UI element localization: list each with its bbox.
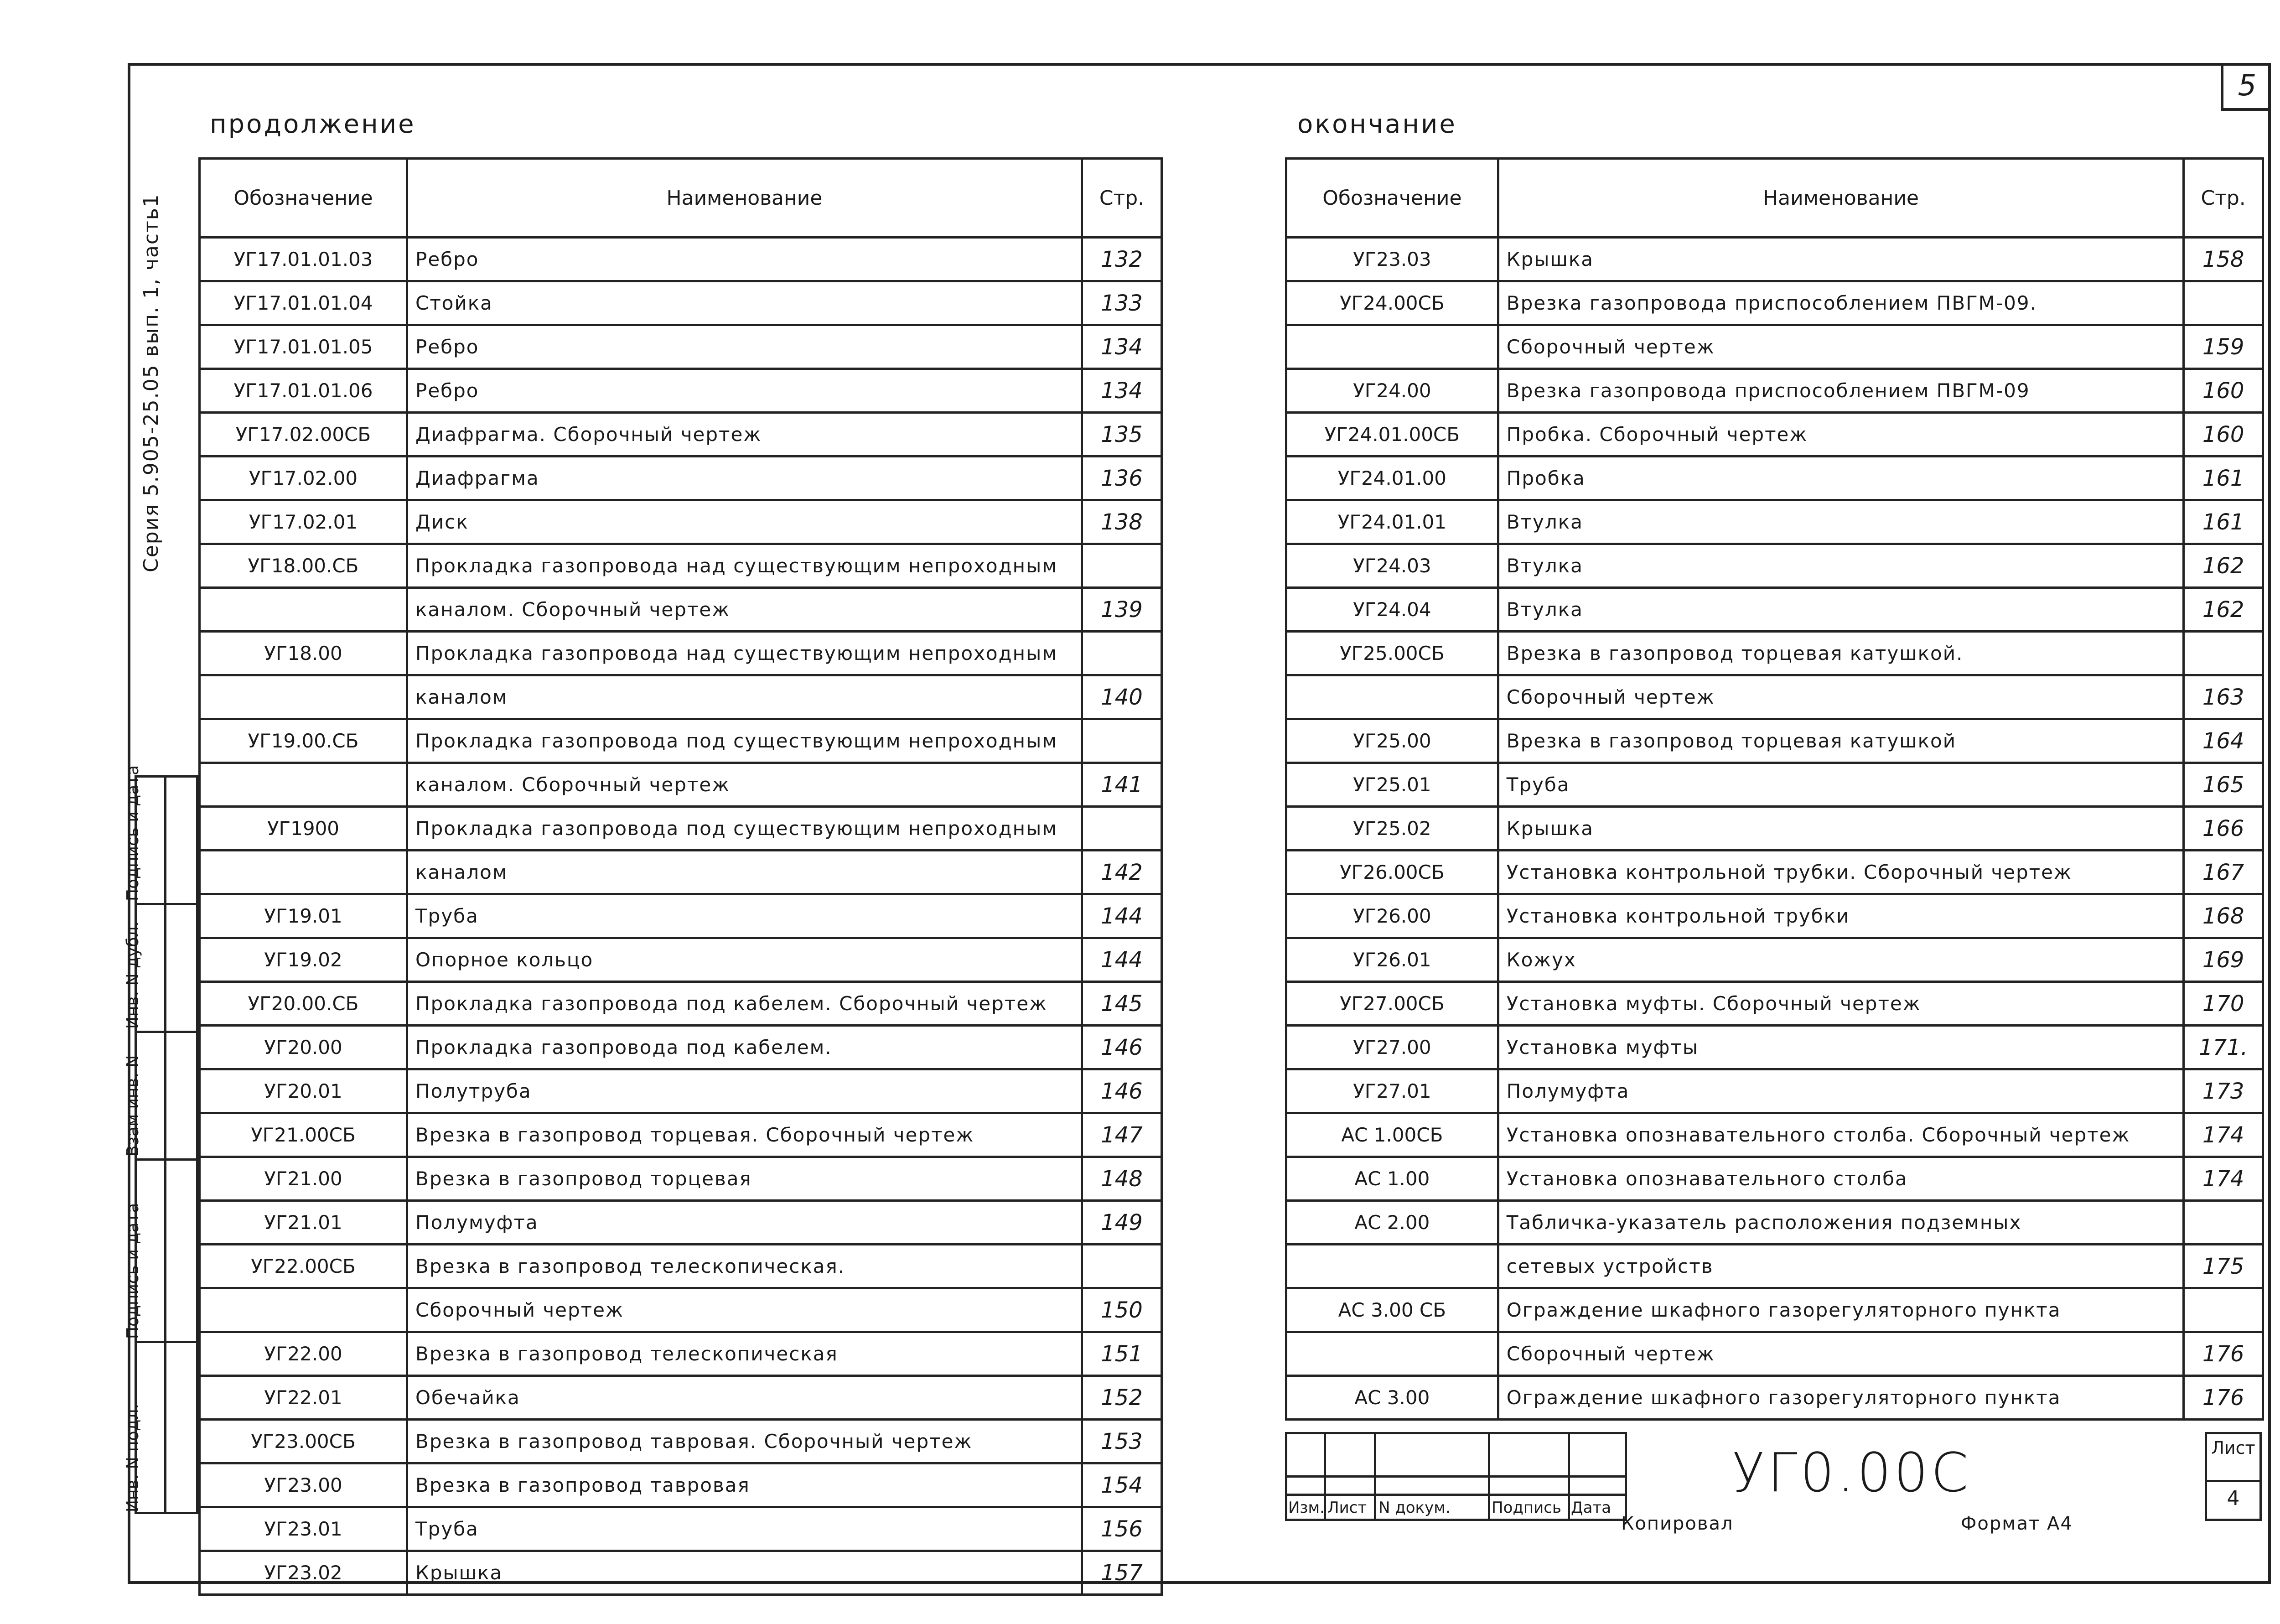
table-row [200, 1420, 1162, 1463]
row-code: УГ22.00СБ [200, 1245, 407, 1288]
table-row [1286, 675, 2263, 719]
row-page [2184, 632, 2263, 675]
row-code: УГ17.02.00СБ [200, 413, 407, 457]
row-name: Крышка [1498, 238, 2184, 281]
row-code: УГ17.02.00 [200, 457, 407, 500]
row-page [1082, 807, 1162, 851]
stamp-label: Подпись и дата [124, 765, 142, 901]
row-name: Сборочный чертеж [1498, 1332, 2184, 1376]
row-code [200, 1288, 407, 1332]
row-code [200, 588, 407, 632]
row-page [1082, 544, 1162, 588]
table-row [200, 894, 1162, 938]
row-name: Установка муфты. Сборочный чертеж [1498, 982, 2184, 1026]
table-row [200, 938, 1162, 982]
table-row [200, 1463, 1162, 1507]
sheet-box [2205, 1432, 2262, 1521]
row-code: УГ24.00 [1286, 369, 1498, 413]
row-name: Установка муфты [1498, 1026, 2184, 1069]
row-page: 161 [2184, 457, 2263, 500]
row-code: УГ27.00СБ [1286, 982, 1498, 1026]
row-page: 146 [1082, 1026, 1162, 1069]
row-code: УГ24.00СБ [1286, 281, 1498, 325]
table-row [200, 544, 1162, 588]
table-row [200, 1157, 1162, 1201]
table-row [1286, 1245, 2263, 1288]
row-name: каналом [407, 851, 1082, 894]
table-row [1286, 1026, 2263, 1069]
row-page: 173 [2184, 1069, 2263, 1113]
row-code: УГ19.01 [200, 894, 407, 938]
table-row [1286, 938, 2263, 982]
row-code: УГ24.01.00 [1286, 457, 1498, 500]
tb-label-sign: Подпись [1492, 1499, 1561, 1517]
row-page: 166 [2184, 807, 2263, 851]
table-row [200, 1376, 1162, 1420]
row-code: УГ24.03 [1286, 544, 1498, 588]
header-code: Обозначение [1286, 159, 1498, 238]
row-name: Врезка газопровода приспособлением ПВГМ-09 [1498, 369, 2184, 413]
row-name: Сборочный чертеж [1498, 325, 2184, 369]
table-row [1286, 369, 2263, 413]
table-row [200, 500, 1162, 544]
row-page: 135 [1082, 413, 1162, 457]
table-row [1286, 1332, 2263, 1376]
table-row [1286, 281, 2263, 325]
row-page: 162 [2184, 588, 2263, 632]
table-row [200, 413, 1162, 457]
row-page: 134 [1082, 325, 1162, 369]
table-row [1286, 1376, 2263, 1420]
row-name: Полутруба [407, 1069, 1082, 1113]
row-page: 132 [1082, 238, 1162, 281]
row-name: Диафрагма [407, 457, 1082, 500]
table-row [200, 238, 1162, 281]
row-code: УГ19.02 [200, 938, 407, 982]
row-code [1286, 1245, 1498, 1288]
row-code: УГ23.03 [1286, 238, 1498, 281]
table-row [200, 457, 1162, 500]
row-name: Врезка в газопровод тавровая. Сборочный чертеж [407, 1420, 1082, 1463]
row-name: Ребро [407, 238, 1082, 281]
row-name: Труба [407, 894, 1082, 938]
row-code: УГ17.02.01 [200, 500, 407, 544]
row-name: Сборочный чертеж [407, 1288, 1082, 1332]
row-page: 168 [2184, 894, 2263, 938]
row-name: Труба [1498, 763, 2184, 807]
table-row [1286, 1069, 2263, 1113]
title-block [1285, 1432, 2262, 1516]
table-row [200, 1069, 1162, 1113]
row-page: 151 [1082, 1332, 1162, 1376]
series-label: Серия 5.905-25.05 вып. 1, часть1 [140, 193, 163, 572]
row-code: УГ26.01 [1286, 938, 1498, 982]
right-contents-table [1285, 157, 2264, 1421]
row-name: Труба [407, 1507, 1082, 1551]
row-page: 174 [2184, 1113, 2263, 1157]
row-code [200, 763, 407, 807]
table-row [1286, 457, 2263, 500]
row-page: 144 [1082, 894, 1162, 938]
row-code [200, 675, 407, 719]
row-name: Прокладка газопровода под кабелем. [407, 1026, 1082, 1069]
stamp-cell [124, 1031, 196, 1161]
row-page [1082, 1245, 1162, 1288]
format-label: Формат А4 [1961, 1513, 2073, 1534]
row-code: УГ21.00 [200, 1157, 407, 1201]
row-code [1286, 1332, 1498, 1376]
row-name: Установка контрольной трубки. Сборочный чертеж [1498, 851, 2184, 894]
sheet-label: Лист [2211, 1438, 2255, 1458]
row-page: 171. [2184, 1026, 2263, 1069]
revision-grid [1285, 1432, 1627, 1521]
row-page: 144 [1082, 938, 1162, 982]
row-page: 170 [2184, 982, 2263, 1026]
table-row [200, 369, 1162, 413]
table-row [200, 1026, 1162, 1069]
header-row [200, 159, 1162, 238]
stamp-column [124, 765, 198, 1514]
table-row [1286, 632, 2263, 675]
row-page: 149 [1082, 1201, 1162, 1245]
row-page: 174 [2184, 1157, 2263, 1201]
row-name: Установка опознавательного столба [1498, 1157, 2184, 1201]
row-page: 153 [1082, 1420, 1162, 1463]
row-code: АС 3.00 [1286, 1376, 1498, 1420]
row-page: 148 [1082, 1157, 1162, 1201]
row-page: 154 [1082, 1463, 1162, 1507]
table-row [1286, 413, 2263, 457]
table-row [200, 982, 1162, 1026]
row-code: УГ1900 [200, 807, 407, 851]
row-code [200, 851, 407, 894]
row-page: 164 [2184, 719, 2263, 763]
stamp-label: Взам инв. N [124, 1055, 142, 1157]
table-row [1286, 544, 2263, 588]
row-code: УГ24.04 [1286, 588, 1498, 632]
row-page: 134 [1082, 369, 1162, 413]
left-caption: продолжение [210, 109, 416, 139]
table-row [200, 1113, 1162, 1157]
row-code: УГ25.02 [1286, 807, 1498, 851]
row-code: УГ26.00СБ [1286, 851, 1498, 894]
stamp-cell [124, 1341, 196, 1514]
row-page: 142 [1082, 851, 1162, 894]
table-row [1286, 325, 2263, 369]
copied-label: Копировал [1621, 1513, 1734, 1534]
row-page: 152 [1082, 1376, 1162, 1420]
row-code: УГ22.00 [200, 1332, 407, 1376]
row-code: УГ23.02 [200, 1551, 407, 1595]
row-page: 145 [1082, 982, 1162, 1026]
row-page: 175 [2184, 1245, 2263, 1288]
table-row [1286, 500, 2263, 544]
table-row [200, 1551, 1162, 1595]
table-row [1286, 1201, 2263, 1245]
row-name: сетевых устройств [1498, 1245, 2184, 1288]
row-code: УГ24.01.00СБ [1286, 413, 1498, 457]
row-page [2184, 1288, 2263, 1332]
row-name: Диск [407, 500, 1082, 544]
row-page: 167 [2184, 851, 2263, 894]
stamp-cell [124, 903, 196, 1033]
table-row [1286, 588, 2263, 632]
row-code: УГ27.00 [1286, 1026, 1498, 1069]
row-name: Втулка [1498, 588, 2184, 632]
row-page: 140 [1082, 675, 1162, 719]
table-row [1286, 894, 2263, 938]
stamp-cell [124, 765, 196, 905]
row-name: Врезка в газопровод торцевая катушкой. [1498, 632, 2184, 675]
row-code: УГ25.00СБ [1286, 632, 1498, 675]
table-row [200, 851, 1162, 894]
row-name: Прокладка газопровода под существующим непроходным [407, 807, 1082, 851]
header-name: Наименование [407, 159, 1082, 238]
row-code: УГ17.01.01.06 [200, 369, 407, 413]
row-name: каналом. Сборочный чертеж [407, 763, 1082, 807]
row-page: 141 [1082, 763, 1162, 807]
header-page: Стр. [2184, 159, 2263, 238]
row-name: Врезка в газопровод торцевая. Сборочный чертеж [407, 1113, 1082, 1157]
row-page: 138 [1082, 500, 1162, 544]
row-code: УГ26.00 [1286, 894, 1498, 938]
row-page: 156 [1082, 1507, 1162, 1551]
row-name: Установка опознавательного столба. Сборочный чертеж [1498, 1113, 2184, 1157]
header-name: Наименование [1498, 159, 2184, 238]
row-code: УГ23.01 [200, 1507, 407, 1551]
tb-label-list: Лист [1327, 1499, 1367, 1517]
row-page: 160 [2184, 413, 2263, 457]
table-row [1286, 1113, 2263, 1157]
row-page: 158 [2184, 238, 2263, 281]
row-page: 136 [1082, 457, 1162, 500]
row-name: Врезка в газопровод торцевая катушкой [1498, 719, 2184, 763]
table-row [200, 588, 1162, 632]
row-code [1286, 675, 1498, 719]
row-name: Установка контрольной трубки [1498, 894, 2184, 938]
row-page: 162 [2184, 544, 2263, 588]
row-page: 146 [1082, 1069, 1162, 1113]
row-name: Втулка [1498, 500, 2184, 544]
row-name: Полумуфта [1498, 1069, 2184, 1113]
table-row [200, 325, 1162, 369]
row-code: УГ27.01 [1286, 1069, 1498, 1113]
row-code [1286, 325, 1498, 369]
row-code: УГ17.01.01.03 [200, 238, 407, 281]
tb-label-izm: Изм. [1288, 1499, 1325, 1517]
row-code: АС 3.00 СБ [1286, 1288, 1498, 1332]
stamp-cell [124, 1158, 196, 1343]
row-code: УГ23.00 [200, 1463, 407, 1507]
stamp-label: Инв. N подл. [124, 1404, 142, 1512]
row-name: Диафрагма. Сборочный чертеж [407, 413, 1082, 457]
row-name: Полумуфта [407, 1201, 1082, 1245]
table-row [1286, 851, 2263, 894]
table-row [1286, 807, 2263, 851]
row-code: УГ25.01 [1286, 763, 1498, 807]
row-code: УГ17.01.01.05 [200, 325, 407, 369]
row-name: Врезка в газопровод тавровая [407, 1463, 1082, 1507]
stamp-label: Инв. N дубл. [124, 921, 142, 1029]
row-page: 139 [1082, 588, 1162, 632]
table-row [200, 763, 1162, 807]
table-row [200, 1507, 1162, 1551]
table-row [1286, 238, 2263, 281]
row-page: 150 [1082, 1288, 1162, 1332]
table-row [200, 281, 1162, 325]
row-code: УГ20.00.СБ [200, 982, 407, 1026]
right-table-body [1286, 238, 2263, 1420]
row-name: Врезка газопровода приспособлением ПВГМ-09. [1498, 281, 2184, 325]
row-code: УГ20.00 [200, 1026, 407, 1069]
row-name: каналом. Сборочный чертеж [407, 588, 1082, 632]
table-row [200, 1201, 1162, 1245]
right-caption: окончание [1297, 109, 1457, 139]
row-name: Прокладка газопровода под существующим непроходным [407, 719, 1082, 763]
row-name: Кожух [1498, 938, 2184, 982]
row-name: Врезка в газопровод телескопическая. [407, 1245, 1082, 1288]
row-name: Сборочный чертеж [1498, 675, 2184, 719]
row-name: Крышка [407, 1551, 1082, 1595]
row-code: АС 1.00СБ [1286, 1113, 1498, 1157]
row-name: Втулка [1498, 544, 2184, 588]
row-code: АС 2.00 [1286, 1201, 1498, 1245]
table-row [200, 632, 1162, 675]
row-code: УГ18.00 [200, 632, 407, 675]
row-name: Прокладка газопровода под кабелем. Сборочный чертеж [407, 982, 1082, 1026]
row-page [2184, 1201, 2263, 1245]
row-name: Стойка [407, 281, 1082, 325]
row-page: 133 [1082, 281, 1162, 325]
row-name: Обечайка [407, 1376, 1082, 1420]
row-page: 169 [2184, 938, 2263, 982]
row-page [1082, 632, 1162, 675]
document-code: УГ0.00С [1732, 1441, 1971, 1504]
row-code: УГ17.01.01.04 [200, 281, 407, 325]
row-code: УГ21.01 [200, 1201, 407, 1245]
row-code: УГ20.01 [200, 1069, 407, 1113]
row-name: Пробка [1498, 457, 2184, 500]
row-name: каналом [407, 675, 1082, 719]
header-code: Обозначение [200, 159, 407, 238]
row-page: 160 [2184, 369, 2263, 413]
row-code: УГ21.00СБ [200, 1113, 407, 1157]
stamp-label: Подпись и дата [124, 1203, 142, 1339]
sheet-value: 4 [2207, 1480, 2259, 1510]
table-row [200, 719, 1162, 763]
row-name: Табличка-указатель расположения подземных [1498, 1201, 2184, 1245]
table-row [200, 675, 1162, 719]
row-page: 176 [2184, 1332, 2263, 1376]
table-row [1286, 1288, 2263, 1332]
table-row [1286, 982, 2263, 1026]
row-page: 157 [1082, 1551, 1162, 1595]
tb-label-doc: N докум. [1378, 1499, 1451, 1517]
row-page [1082, 719, 1162, 763]
row-page: 176 [2184, 1376, 2263, 1420]
header-row [1286, 159, 2263, 238]
row-code: УГ24.01.01 [1286, 500, 1498, 544]
table-row [200, 1245, 1162, 1288]
table-row [200, 1288, 1162, 1332]
row-page: 163 [2184, 675, 2263, 719]
row-name: Прокладка газопровода над существующим непроходным [407, 632, 1082, 675]
row-code: УГ22.01 [200, 1376, 407, 1420]
page-number: 5 [2221, 63, 2271, 111]
row-name: Ребро [407, 369, 1082, 413]
table-row [1286, 719, 2263, 763]
row-page: 159 [2184, 325, 2263, 369]
row-name: Ограждение шкафного газорегуляторного пункта [1498, 1376, 2184, 1420]
row-code: АС 1.00 [1286, 1157, 1498, 1201]
row-name: Опорное кольцо [407, 938, 1082, 982]
row-code: УГ25.00 [1286, 719, 1498, 763]
table-row [1286, 1157, 2263, 1201]
row-page: 147 [1082, 1113, 1162, 1157]
table-row [1286, 763, 2263, 807]
row-page: 165 [2184, 763, 2263, 807]
row-name: Врезка в газопровод торцевая [407, 1157, 1082, 1201]
table-row [200, 807, 1162, 851]
row-name: Ограждение шкафного газорегуляторного пункта [1498, 1288, 2184, 1332]
tb-label-date: Дата [1571, 1499, 1612, 1517]
row-code: УГ18.00.СБ [200, 544, 407, 588]
row-page [2184, 281, 2263, 325]
row-name: Ребро [407, 325, 1082, 369]
row-code: УГ23.00СБ [200, 1420, 407, 1463]
row-page: 161 [2184, 500, 2263, 544]
table-row [200, 1332, 1162, 1376]
left-contents-table [198, 157, 1163, 1596]
header-page: Стр. [1082, 159, 1162, 238]
row-name: Пробка. Сборочный чертеж [1498, 413, 2184, 457]
row-name: Прокладка газопровода над существующим непроходным [407, 544, 1082, 588]
row-code: УГ19.00.СБ [200, 719, 407, 763]
left-table-body [200, 238, 1162, 1595]
row-name: Крышка [1498, 807, 2184, 851]
row-name: Врезка в газопровод телескопическая [407, 1332, 1082, 1376]
